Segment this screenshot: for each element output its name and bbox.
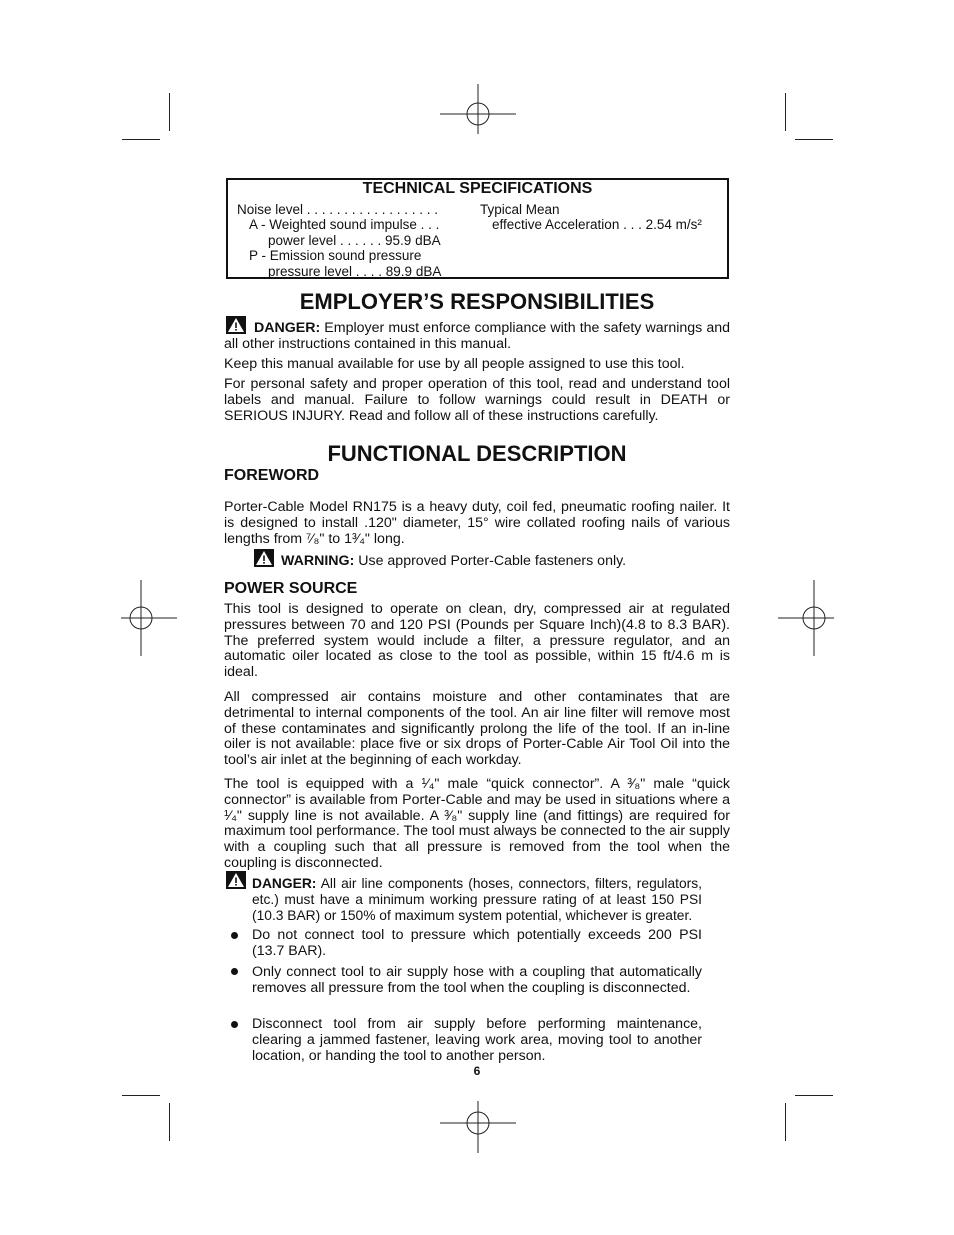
crop-mark xyxy=(169,1103,170,1141)
manual-availability-paragraph: Keep this manual available for use by all people assigned to use this tool. xyxy=(224,356,685,372)
warning-triangle-icon xyxy=(254,549,274,567)
crop-mark xyxy=(795,1095,833,1096)
crop-mark xyxy=(122,139,160,140)
power-paragraph-3: The tool is equipped with a ¹⁄₄" male “quick connector”. A ³⁄₈" male “quick connector” is available from Porter-Cable and may be used in situations where a ¹⁄₄" supply line is not available. A ³⁄₈" supply line (and fittings) are required for maximum tool performance. The tool must always be connected to the air supply with a coupling such that all pressure is removed from the tool when the coupling is disconnected. xyxy=(224,776,731,871)
foreword-heading: FOREWORD xyxy=(224,467,320,484)
danger-text: All air line components (hoses, connectors, filters, regulators, etc.) must have a minimum working pressure rating of at least 150 PSI (10.3 BAR) or 150% of maximum system potential, whichever is greater. xyxy=(252,876,702,923)
warning-triangle-icon xyxy=(226,871,246,889)
bullet-icon xyxy=(231,1021,238,1028)
tech-specs-title: TECHNICAL SPECIFICATIONS xyxy=(362,180,593,197)
foreword-paragraph: Porter-Cable Model RN175 is a heavy duty, coil fed, pneumatic roofing nailer. It is designed to install .120" diameter, 15° wire collated roofing nails of various lengths from ⁷⁄₈" to 1³⁄₄" long. xyxy=(224,499,730,547)
bullet-icon xyxy=(231,968,238,975)
spec-line: Typical Mean xyxy=(480,202,560,217)
registration-mark-icon xyxy=(438,1083,518,1163)
crop-mark xyxy=(122,1095,160,1096)
danger-text: Employer must enforce compliance with the safety warnings and all other instructions contained in this manual. xyxy=(224,320,730,352)
crop-mark xyxy=(785,1103,786,1141)
crop-mark xyxy=(795,139,833,140)
bullet-icon xyxy=(231,932,238,939)
spec-line: P - Emission sound pressure xyxy=(249,248,422,263)
personal-safety-paragraph: For personal safety and proper operation of this tool, read and understand tool labels and manual. Failure to follow warnings could result in DEATH or SERIOUS INJURY. Read and follow all of these instructions carefully. xyxy=(224,376,730,424)
employer-heading: EMPLOYER’S RESPONSIBILITIES xyxy=(299,289,655,314)
danger-paragraph xyxy=(224,321,730,353)
power-paragraph-1: This tool is designed to operate on clean, dry, compressed air at regulated pressures between 70 and 120 PSI (Pounds per Square Inch)(4.8 to 8.3 BAR). The preferred system would include a filter, a pressure regulator, and an automatic oiler located as close to the tool as possible, within 15 ft/4.6 m is ideal. xyxy=(224,601,730,681)
warning-label: WARNING: xyxy=(281,553,355,569)
power-paragraph-2: All compressed air contains moisture and other contaminates that are detrimental to internal components of the tool. An air line filter will remove most of these contaminates and significantly prolong the life of the tool. If an in-line oiler is not available: place five or six drops of Porter-Cable Air Tool Oil into the tool’s air inlet at the beginning of each workday. xyxy=(224,689,730,769)
warning-text: Use approved Porter-Cable fasteners only. xyxy=(354,553,627,569)
page-number: 6 xyxy=(473,1064,481,1078)
danger-label: DANGER: xyxy=(252,876,317,891)
registration-mark-icon xyxy=(438,74,518,154)
bullet-item: Do not connect tool to pressure which potentially exceeds 200 PSI (13.7 BAR). xyxy=(252,927,702,959)
spec-line: Noise level . . . . . . . . . . . . . . . . . . xyxy=(237,202,439,217)
registration-mark-icon xyxy=(774,578,854,658)
functional-heading: FUNCTIONAL DESCRIPTION xyxy=(327,441,627,466)
fastener-warning xyxy=(281,554,721,570)
crop-mark xyxy=(169,93,170,131)
crop-mark xyxy=(785,93,786,131)
spec-line: pressure level . . . . 89.9 dBA xyxy=(268,264,442,279)
registration-mark-icon xyxy=(101,578,181,658)
bullet-item: Only connect tool to air supply hose with a coupling that automatically removes all pressure from the tool when the coupling is disconnected. xyxy=(252,964,702,996)
danger-label: DANGER: xyxy=(254,320,321,336)
spec-line: A - Weighted sound impulse . . . xyxy=(249,217,440,232)
spec-line: effective Acceleration . . . 2.54 m/s² xyxy=(492,217,702,232)
air-line-danger-paragraph xyxy=(252,876,702,923)
bullet-item: Disconnect tool from air supply before performing maintenance, clearing a jammed fastener, leaving work area, moving tool to another location, or handing the tool to another person. xyxy=(252,1016,702,1064)
power-source-heading: POWER SOURCE xyxy=(224,580,358,597)
tech-specs-box xyxy=(226,178,729,279)
spec-line: power level . . . . . . 95.9 dBA xyxy=(268,233,441,248)
